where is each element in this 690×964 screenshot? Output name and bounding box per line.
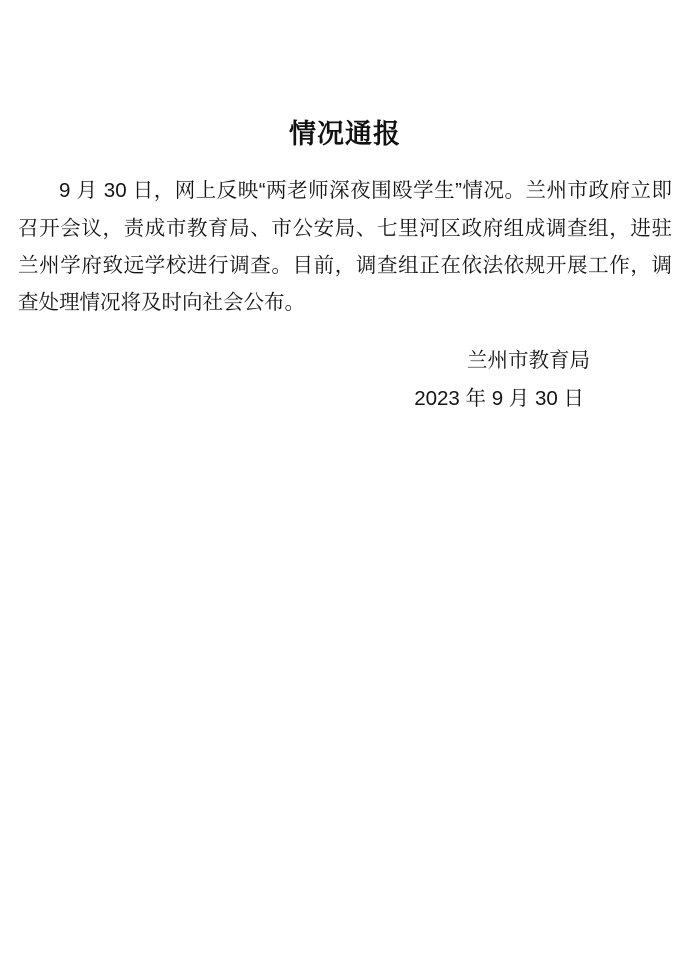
signature-date: 2023 年 9 月 30 日 bbox=[414, 386, 584, 410]
signature-block bbox=[18, 342, 672, 418]
body-paragraph: 9 月 30 日，网上反映“两老师深夜围殴学生”情况。兰州市政府立即召开会议，责成市教育局、市公安局、七里河区政府组成调查组，进驻兰州学府致远学校进行调查。目前，调查组正在依法依规开展工作，调查处理情况将及时向社会公布。 bbox=[18, 179, 672, 315]
document-body bbox=[18, 172, 672, 321]
page-title: 情况通报 bbox=[289, 119, 401, 149]
signature-issuer: 兰州市教育局 bbox=[467, 348, 590, 372]
